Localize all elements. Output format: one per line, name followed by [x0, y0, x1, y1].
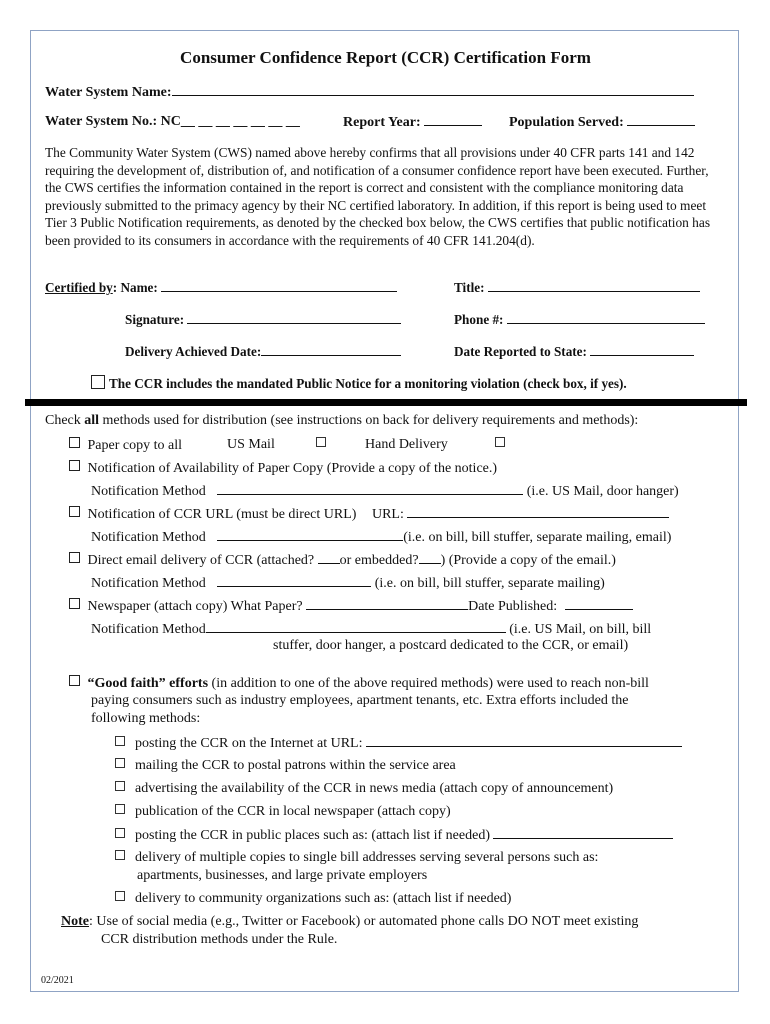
- public-notice-row: [91, 375, 627, 392]
- newspaper-method-field[interactable]: [206, 621, 506, 633]
- us-mail-label: US Mail: [227, 437, 275, 452]
- title-label: Title:: [454, 280, 485, 295]
- notif-availability-method-row: [91, 483, 679, 500]
- gf-public-places-field[interactable]: [493, 827, 673, 839]
- paper-copy-checkbox[interactable]: [69, 437, 80, 448]
- date-published-field[interactable]: [565, 598, 633, 610]
- notif-availability-hint: (i.e. US Mail, door hanger): [526, 484, 679, 499]
- gf-public-places-row: [115, 827, 673, 844]
- notif-availability-row: [69, 460, 497, 477]
- email-method-label: Notification Method: [91, 576, 206, 591]
- gf-community-orgs-label: delivery to community organizations such as: (attach list if needed): [135, 891, 512, 906]
- gf-public-places-label: posting the CCR in public places such as: (attach list if needed): [135, 828, 490, 843]
- form-page: [30, 30, 739, 992]
- note-line-2: CCR distribution methods under the Rule.: [101, 932, 338, 947]
- form-title: Consumer Confidence Report (CCR) Certification Form: [180, 48, 591, 67]
- water-system-name-row: [45, 84, 694, 101]
- certification-statement: The Community Water System (CWS) named above hereby confirms that all provisions under 40 CFR parts 141 and 142 requiring the development of, distribution of, and notification of a consumer confidence report have been executed. Further, the CWS certifies the information contained in the report is correct and consistent with the compliance monitoring data previously submitted to the primacy agency by their NC certified laboratory. In addition, if this report is being used to meet Tier 3 Public Notification requirements, as denoted by the checked box below, the CWS certifies that public notification has been provided to its consumers in accordance with the requirements of 40 CFR 141.204(d).: [45, 145, 711, 248]
- gf-public-places-checkbox[interactable]: [115, 828, 125, 838]
- us-mail-checkbox[interactable]: [316, 437, 326, 447]
- gf-community-orgs-checkbox[interactable]: [115, 891, 125, 901]
- population-served-row: [509, 114, 695, 131]
- gf-multiple-copies-label: delivery of multiple copies to single bill addresses serving several persons such as:: [135, 850, 599, 865]
- good-faith-row: [69, 675, 649, 692]
- name-field[interactable]: [161, 280, 397, 292]
- note-row: [61, 914, 638, 930]
- gf-internet-checkbox[interactable]: [115, 736, 125, 746]
- signature-row: [125, 312, 401, 328]
- signature-label: Signature:: [125, 312, 185, 327]
- newspaper-checkbox[interactable]: [69, 598, 80, 609]
- newspaper-method-label: Notification Method: [91, 622, 206, 637]
- certified-by-label: Certified by: [45, 280, 113, 295]
- good-faith-checkbox[interactable]: [69, 675, 80, 686]
- hand-delivery-label: Hand Delivery: [365, 437, 448, 452]
- title-field[interactable]: [488, 280, 700, 292]
- email-method-field[interactable]: [217, 575, 371, 587]
- gf-newspaper-checkbox[interactable]: [115, 804, 125, 814]
- email-delivery-checkbox[interactable]: [69, 552, 80, 563]
- phone-row: [454, 312, 705, 328]
- us-mail-option: [227, 437, 336, 453]
- email-embedded-field[interactable]: [419, 552, 441, 564]
- gf-newspaper-row: [115, 804, 451, 820]
- water-system-no-row: [45, 114, 300, 130]
- good-faith-line-2: paying consumers such as industry employees, apartment tenants, etc. Extra efforts included the: [91, 693, 629, 708]
- gf-internet-row: [115, 735, 682, 752]
- gf-postal-label: mailing the CCR to postal patrons within the service area: [135, 758, 456, 773]
- water-system-name-label: Water System Name:: [45, 85, 172, 100]
- phone-label: Phone #:: [454, 312, 504, 327]
- gf-media-label: advertising the availability of the CCR in news media (attach copy of announcement): [135, 781, 614, 796]
- date-reported-label: Date Reported to State:: [454, 344, 587, 359]
- gf-multiple-copies-row: [115, 850, 598, 866]
- email-attached-field[interactable]: [318, 552, 340, 564]
- gf-community-orgs-row: [115, 891, 511, 907]
- notif-url-method-row: [91, 529, 671, 546]
- population-served-field[interactable]: [627, 114, 695, 126]
- revision-date: 02/2021: [41, 975, 74, 986]
- gf-multiple-copies-cont: apartments, businesses, and large private employers: [137, 868, 428, 883]
- email-mid-label: or embedded?: [339, 553, 419, 568]
- distribution-intro: [45, 413, 638, 429]
- email-pre-label: Direct email delivery of CCR (attached?: [87, 553, 318, 568]
- notif-url-method-field[interactable]: [217, 529, 403, 541]
- certified-by-row: [45, 280, 397, 296]
- gf-internet-url-field[interactable]: [366, 735, 682, 747]
- date-reported-field[interactable]: [590, 344, 694, 356]
- url-field[interactable]: [407, 506, 669, 518]
- report-year-label: Report Year:: [343, 115, 421, 130]
- report-year-field[interactable]: [424, 114, 482, 126]
- paper-copy-row: [69, 437, 182, 454]
- water-system-name-field[interactable]: [172, 84, 694, 96]
- distribution-intro-bold: all: [84, 413, 100, 428]
- gf-postal-checkbox[interactable]: [115, 758, 125, 768]
- notif-method-label: Notification Method: [91, 484, 206, 499]
- notif-availability-method-field[interactable]: [217, 483, 523, 495]
- notif-url-row: [69, 506, 669, 523]
- notif-availability-label: Notification of Availability of Paper Copy (Provide a copy of the notice.): [87, 461, 498, 476]
- email-method-hint: (i.e. on bill, bill stuffer, separate mailing): [374, 576, 605, 591]
- gf-media-row: [115, 781, 613, 797]
- newspaper-field[interactable]: [306, 598, 468, 610]
- notif-url-checkbox[interactable]: [69, 506, 80, 517]
- newspaper-label: Newspaper (attach copy) What Paper?: [87, 599, 303, 614]
- good-faith-label: “Good faith” efforts: [87, 676, 209, 691]
- hand-delivery-option: [365, 437, 515, 453]
- newspaper-method-row: [91, 621, 651, 638]
- note-line-1: : Use of social media (e.g., Twitter or Facebook) or automated phone calls DO NOT meet existing: [89, 914, 639, 929]
- section-divider: [25, 399, 747, 406]
- water-system-no-field[interactable]: __ __ __ __ __ __ __: [180, 114, 300, 129]
- url-method-hint: (i.e. on bill, bill stuffer, separate mailing, email): [403, 530, 672, 545]
- gf-internet-label: posting the CCR on the Internet at URL:: [135, 736, 363, 751]
- public-notice-text: The CCR includes the mandated Public Notice for a monitoring violation (check box, if yes).: [109, 376, 627, 391]
- population-served-label: Population Served:: [509, 115, 624, 130]
- paper-copy-label: Paper copy to all: [87, 438, 182, 453]
- signature-field[interactable]: [187, 312, 401, 324]
- gf-postal-row: [115, 758, 456, 774]
- public-notice-checkbox[interactable]: [91, 375, 105, 389]
- gf-media-checkbox[interactable]: [115, 781, 125, 791]
- name-label: : Name:: [112, 280, 158, 295]
- email-post-label: ) (Provide a copy of the email.): [440, 553, 616, 568]
- note-label: Note: [61, 914, 89, 929]
- email-delivery-row: [69, 552, 616, 569]
- title-row: [454, 280, 700, 296]
- distribution-intro-pre: Check: [45, 413, 85, 428]
- phone-field[interactable]: [507, 312, 705, 324]
- notif-url-method-label: Notification Method: [91, 530, 206, 545]
- date-published-label: Date Published:: [468, 599, 558, 614]
- delivery-date-label: Delivery Achieved Date:: [125, 344, 262, 359]
- gf-multiple-copies-checkbox[interactable]: [115, 850, 125, 860]
- good-faith-line-1: (in addition to one of the above required methods) were used to reach non-bill: [208, 676, 649, 691]
- newspaper-hint-1: (i.e. US Mail, on bill, bill: [509, 622, 652, 637]
- gf-newspaper-label: publication of the CCR in local newspaper (attach copy): [135, 804, 451, 819]
- report-year-row: [343, 114, 482, 131]
- email-method-row: [91, 575, 605, 592]
- distribution-intro-post: methods used for distribution (see instructions on back for delivery requirements and methods):: [99, 413, 639, 428]
- url-label: URL:: [371, 507, 404, 522]
- newspaper-hint-2: stuffer, door hanger, a postcard dedicated to the CCR, or email): [273, 638, 629, 653]
- delivery-date-row: [125, 344, 401, 360]
- good-faith-line-3: following methods:: [91, 711, 201, 726]
- notif-availability-checkbox[interactable]: [69, 460, 80, 471]
- newspaper-row: [69, 598, 633, 615]
- delivery-date-field[interactable]: [261, 344, 401, 356]
- water-system-no-label: Water System No.: NC: [45, 114, 181, 129]
- hand-delivery-checkbox[interactable]: [495, 437, 505, 447]
- date-reported-row: [454, 344, 694, 360]
- notif-url-label: Notification of CCR URL (must be direct URL): [87, 507, 357, 522]
